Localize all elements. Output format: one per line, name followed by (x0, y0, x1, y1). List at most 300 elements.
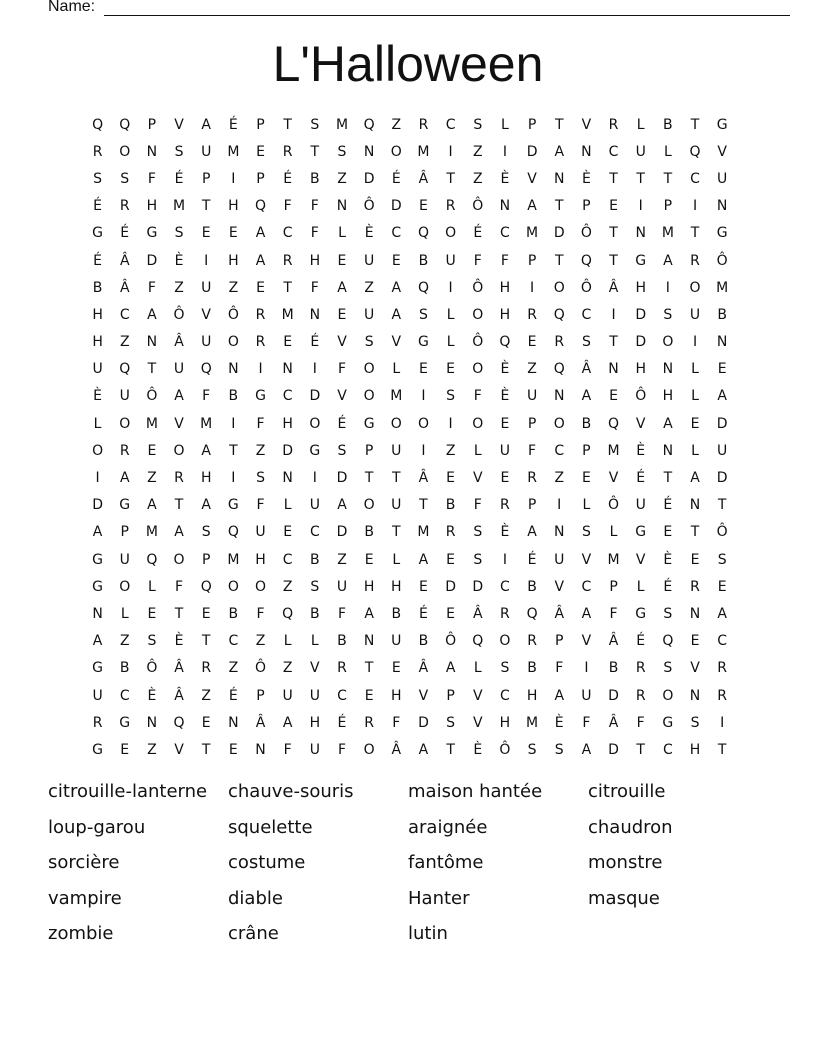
grid-letter: I (312, 361, 317, 378)
grid-letter: U (173, 361, 185, 378)
grid-letter: M (526, 714, 539, 731)
grid-row (84, 329, 736, 356)
grid-letter: H (146, 198, 158, 215)
grid-letter: O (363, 388, 375, 405)
grid-letter: H (635, 279, 646, 296)
grid-letter: E (609, 198, 618, 215)
grid-row (84, 709, 736, 736)
grid-letter: I (584, 660, 589, 677)
grid-letter: R (690, 252, 700, 269)
grid-letter: U (92, 687, 103, 704)
grid-letter: Â (608, 714, 619, 731)
grid-letter: E (228, 741, 238, 758)
grid-letter: G (227, 497, 239, 514)
grid-letter: E (147, 442, 157, 459)
grid-letter: Ô (635, 388, 647, 405)
grid-letter: L (338, 225, 346, 242)
grid-letter: Ô (472, 279, 484, 296)
grid-letter: Z (174, 279, 184, 296)
grid-letter: H (499, 279, 511, 296)
grid-letter: E (446, 470, 456, 487)
grid-letter: Q (526, 605, 538, 622)
grid-letter: E (609, 388, 618, 405)
grid-row (84, 655, 736, 682)
grid-letter: Q (580, 252, 592, 269)
word-list-item: zombie (48, 923, 114, 945)
grid-letter: Q (363, 116, 375, 133)
grid-letter: È (636, 442, 646, 459)
grid-letter: T (690, 116, 700, 133)
grid-letter: É (120, 225, 130, 242)
grid-letter: N (363, 633, 375, 650)
grid-letter: P (256, 116, 265, 133)
grid-letter: S (93, 170, 103, 187)
grid-letter: F (147, 279, 156, 296)
grid-letter: N (228, 714, 239, 731)
grid-letter: I (204, 252, 209, 269)
grid-letter: S (581, 334, 591, 351)
grid-letter: Ô (146, 660, 158, 677)
grid-letter: B (527, 660, 537, 677)
grid-letter: F (175, 578, 184, 595)
grid-letter: S (256, 470, 265, 487)
grid-letter: Ô (499, 741, 511, 758)
grid-letter: E (690, 551, 700, 568)
grid-letter: I (638, 198, 643, 215)
grid-letter: Z (147, 741, 157, 758)
grid-letter: Z (119, 633, 130, 650)
grid-letter: V (174, 741, 184, 758)
grid-letter: P (609, 578, 618, 595)
grid-letter: U (635, 497, 646, 514)
grid-letter: O (255, 578, 267, 595)
grid-letter: R (92, 714, 103, 731)
grid-letter: F (256, 415, 265, 432)
grid-letter: B (391, 605, 402, 622)
grid-letter: Â (472, 605, 483, 622)
grid-letter: R (418, 116, 429, 133)
grid-letter: È (500, 361, 510, 378)
grid-letter: H (309, 252, 321, 269)
grid-letter: A (282, 714, 293, 731)
grid-letter: O (390, 143, 402, 160)
grid-letter: G (92, 741, 103, 758)
grid-letter: Z (391, 116, 402, 133)
grid-letter: O (472, 361, 484, 378)
grid-row (84, 437, 736, 464)
grid-letter: G (119, 714, 131, 731)
grid-letter: D (635, 334, 647, 351)
grid-letter: H (228, 252, 239, 269)
grid-letter: E (391, 252, 401, 269)
grid-letter: N (336, 198, 348, 215)
grid-letter: H (282, 415, 293, 432)
grid-letter: O (390, 415, 402, 432)
grid-letter: A (174, 388, 184, 405)
grid-letter: I (231, 170, 236, 187)
grid-letter: L (636, 578, 645, 595)
grid-letter: S (147, 633, 157, 650)
grid-letter: U (717, 170, 728, 187)
grid-letter: M (417, 524, 430, 541)
grid-letter: R (119, 442, 130, 459)
grid-letter: U (201, 143, 212, 160)
grid-letter: M (335, 116, 349, 133)
grid-letter: I (95, 470, 100, 487)
grid-letter: É (93, 252, 102, 269)
grid-letter: Â (608, 279, 619, 296)
grid-letter: E (663, 524, 673, 541)
grid-letter: L (392, 361, 401, 378)
grid-letter: R (717, 660, 728, 677)
grid-letter: A (391, 279, 402, 296)
grid-letter: V (418, 687, 429, 704)
grid-letter: G (309, 442, 321, 459)
grid-letter: I (258, 361, 263, 378)
grid-letter: G (716, 116, 728, 133)
grid-letter: É (337, 714, 347, 731)
grid-letter: Â (119, 252, 130, 269)
grid-letter: Q (92, 116, 104, 133)
grid-letter: Z (147, 470, 157, 487)
grid-letter: É (174, 170, 184, 187)
grid-letter: H (689, 741, 701, 758)
grid-letter: O (92, 442, 104, 459)
grid-letter: V (581, 633, 592, 650)
grid-letter: N (689, 497, 701, 514)
grid-letter: É (527, 551, 537, 568)
grid-letter: S (174, 143, 184, 160)
grid-letter: Q (255, 198, 267, 215)
grid-letter: E (581, 470, 591, 487)
grid-letter: C (337, 687, 347, 704)
word-list-item: loup-garou (48, 816, 146, 838)
grid-letter: Ô (472, 334, 484, 351)
grid-letter: T (201, 741, 211, 758)
grid-letter: B (228, 388, 239, 405)
grid-letter: R (364, 714, 374, 731)
grid-letter: D (635, 306, 647, 323)
grid-letter: U (309, 741, 320, 758)
grid-letter: A (527, 524, 537, 541)
grid-letter: S (337, 442, 347, 459)
grid-letter: I (720, 714, 725, 731)
grid-letter: F (202, 388, 211, 405)
grid-letter: Z (119, 334, 130, 351)
grid-letter: U (201, 279, 212, 296)
grid-row (84, 410, 736, 437)
grid-letter: O (227, 334, 239, 351)
grid-letter: T (283, 116, 292, 133)
grid-letter: E (419, 198, 428, 215)
grid-letter: Q (200, 578, 212, 595)
grid-row (84, 220, 736, 247)
grid-letter: U (309, 687, 320, 704)
grid-letter: S (663, 306, 673, 323)
grid-letter: N (581, 143, 592, 160)
grid-letter: T (609, 334, 618, 351)
grid-letter: D (336, 524, 348, 541)
grid-letter: Z (282, 660, 293, 677)
grid-letter: T (283, 279, 292, 296)
grid-letter: S (581, 524, 591, 541)
grid-letter: S (473, 551, 483, 568)
grid-letter: G (92, 660, 103, 677)
grid-row (84, 573, 736, 600)
grid-letter: R (255, 334, 266, 351)
grid-letter: B (581, 415, 592, 432)
grid-letter: Z (472, 170, 483, 187)
grid-letter: G (255, 388, 266, 405)
grid-letter: A (527, 198, 537, 215)
grid-letter: E (419, 578, 428, 595)
grid-letter: É (228, 687, 238, 704)
grid-letter: D (309, 388, 321, 405)
grid-letter: A (364, 605, 374, 622)
grid-letter: T (636, 741, 645, 758)
grid-letter: N (716, 198, 728, 215)
grid-letter: È (581, 170, 591, 187)
grid-letter: P (527, 415, 537, 432)
grid-letter: Ô (146, 388, 158, 405)
grid-letter: L (609, 524, 618, 541)
grid-letter: U (364, 252, 375, 269)
grid-letter: E (717, 361, 727, 378)
grid-letter: E (201, 714, 211, 731)
grid-letter: O (662, 334, 674, 351)
grid-letter: E (283, 334, 293, 351)
grid-letter: V (472, 714, 483, 731)
grid-letter: T (392, 524, 401, 541)
grid-letter: Z (527, 361, 537, 378)
grid-letter: V (554, 578, 565, 595)
grid-letter: S (554, 741, 564, 758)
grid-letter: U (581, 687, 592, 704)
grid-letter: C (662, 741, 673, 758)
grid-letter: C (608, 143, 619, 160)
grid-letter: R (174, 470, 184, 487)
grid-letter: U (336, 578, 348, 595)
grid-row (84, 274, 736, 301)
grid-letter: U (717, 442, 728, 459)
grid-letter: V (472, 470, 483, 487)
grid-letter: Z (364, 279, 374, 296)
grid-letter: E (717, 578, 727, 595)
grid-letter: T (446, 741, 455, 758)
word-list-item: maison hantée (408, 781, 543, 802)
grid-letter: R (445, 198, 456, 215)
grid-letter: L (582, 497, 591, 514)
grid-letter: Q (417, 225, 429, 242)
grid-letter: R (717, 687, 728, 704)
grid-letter: N (146, 714, 158, 731)
grid-letter: M (227, 551, 240, 568)
grid-letter: I (692, 198, 698, 215)
grid-letter: U (554, 551, 565, 568)
grid-letter: Z (337, 170, 347, 187)
grid-letter: B (418, 633, 429, 650)
grid-letter: E (256, 143, 265, 160)
grid-letter: F (310, 225, 319, 242)
grid-letter: I (448, 415, 453, 432)
grid-letter: P (527, 116, 537, 133)
grid-letter: A (581, 741, 592, 758)
grid-letter: E (446, 551, 456, 568)
grid-row (84, 519, 736, 546)
grid-letter: B (663, 116, 673, 133)
grid-letter: E (527, 334, 537, 351)
word-list-item: squelette (228, 816, 313, 838)
grid-letter: T (554, 252, 564, 269)
grid-letter: Z (228, 279, 239, 296)
word-list-item: masque (588, 887, 660, 909)
grid-letter: E (500, 470, 510, 487)
grid-letter: R (255, 306, 266, 323)
grid-letter: E (201, 605, 211, 622)
grid-letter: U (364, 306, 375, 323)
grid-letter: T (201, 198, 211, 215)
grid-letter: Â (418, 660, 429, 677)
grid-letter: S (663, 605, 673, 622)
grid-letter: M (390, 388, 403, 405)
grid-letter: B (310, 551, 320, 568)
grid-letter: V (337, 334, 347, 351)
grid-letter: H (499, 306, 511, 323)
grid-letter: S (310, 116, 320, 133)
page-title: L'Halloween (272, 36, 544, 92)
word-list-item: diable (228, 887, 283, 909)
grid-letter: Â (581, 361, 592, 378)
grid-letter: R (500, 497, 510, 514)
grid-letter: S (310, 578, 320, 595)
grid-letter: É (337, 415, 347, 432)
grid-letter: D (146, 252, 158, 269)
grid-letter: U (445, 252, 456, 269)
grid-letter: N (553, 388, 565, 405)
grid-letter: L (446, 306, 455, 323)
grid-letter: P (527, 252, 537, 269)
grid-letter: C (581, 578, 592, 595)
grid-letter: D (445, 578, 456, 595)
grid-letter: A (337, 279, 347, 296)
grid-letter: A (147, 497, 157, 514)
grid-letter: Z (255, 442, 266, 459)
grid-row (84, 111, 736, 138)
grid-letter: D (716, 470, 728, 487)
grid-letter: C (282, 388, 293, 405)
grid-letter: Z (445, 442, 456, 459)
grid-letter: U (499, 442, 511, 459)
grid-letter: Â (174, 687, 184, 704)
grid-letter: G (92, 225, 103, 242)
grid-letter: E (256, 279, 265, 296)
grid-letter: G (662, 714, 674, 731)
grid-row (84, 492, 736, 519)
grid-letter: H (200, 470, 212, 487)
grid-letter: O (173, 551, 185, 568)
grid-letter: R (608, 116, 619, 133)
grid-letter: E (391, 660, 401, 677)
grid-letter: Q (662, 633, 674, 650)
grid-letter: Q (472, 633, 484, 650)
grid-row (84, 247, 736, 274)
grid-letter: È (554, 714, 564, 731)
grid-letter: C (500, 578, 510, 595)
grid-letter: F (528, 442, 537, 459)
grid-letter: T (147, 361, 157, 378)
grid-letter: V (608, 470, 619, 487)
grid-letter: Â (608, 633, 619, 650)
grid-letter: E (446, 605, 456, 622)
grid-letter: R (690, 578, 700, 595)
grid-letter: Ô (472, 198, 484, 215)
grid-letter: S (473, 524, 483, 541)
grid-letter: Z (554, 470, 565, 487)
grid-letter: O (472, 415, 484, 432)
word-list-item: monstre (588, 852, 663, 874)
grid-letter: S (446, 714, 456, 731)
grid-letter: Ô (363, 198, 375, 215)
grid-letter: L (120, 605, 129, 622)
grid-letter: T (636, 170, 645, 187)
grid-letter: M (526, 225, 539, 242)
grid-letter: F (310, 198, 319, 215)
grid-letter: V (201, 306, 211, 323)
grid-letter: D (553, 225, 565, 242)
grid-letter: U (689, 306, 701, 323)
grid-letter: B (418, 252, 429, 269)
grid-letter: I (312, 470, 317, 487)
grid-letter: F (147, 170, 156, 187)
grid-letter: C (500, 225, 510, 242)
grid-letter: L (691, 361, 699, 378)
grid-letter: B (445, 497, 456, 514)
grid-letter: E (283, 524, 293, 541)
grid-letter: T (609, 170, 618, 187)
grid-letter: A (690, 470, 700, 487)
grid-letter: O (417, 415, 429, 432)
grid-letter: É (310, 334, 320, 351)
grid-letter: D (92, 497, 103, 514)
grid-letter: É (636, 633, 646, 650)
word-list-item: chauve-souris (228, 781, 354, 802)
grid-letter: S (201, 524, 211, 541)
grid-letter: È (500, 170, 510, 187)
grid-letter: Q (553, 306, 565, 323)
grid-letter: N (608, 361, 619, 378)
grid-letter: B (310, 170, 320, 187)
grid-letter: C (717, 633, 728, 650)
grid-letter: P (446, 687, 455, 704)
grid-letter: Q (200, 361, 212, 378)
grid-letter: F (636, 714, 645, 731)
grid-letter: È (473, 741, 483, 758)
grid-letter: A (554, 143, 565, 160)
grid-letter: L (691, 388, 699, 405)
grid-letter: H (635, 361, 646, 378)
grid-letter: S (419, 306, 428, 323)
grid-letter: F (283, 198, 292, 215)
grid-letter: C (554, 442, 565, 459)
grid-letter: V (337, 388, 347, 405)
grid-letter: S (174, 225, 184, 242)
grid-letter: S (690, 714, 700, 731)
grid-letter: H (662, 388, 674, 405)
grid-letter: L (473, 660, 482, 677)
grid-letter: A (581, 388, 592, 405)
grid-letter: O (309, 415, 321, 432)
grid-letter: É (228, 116, 238, 133)
